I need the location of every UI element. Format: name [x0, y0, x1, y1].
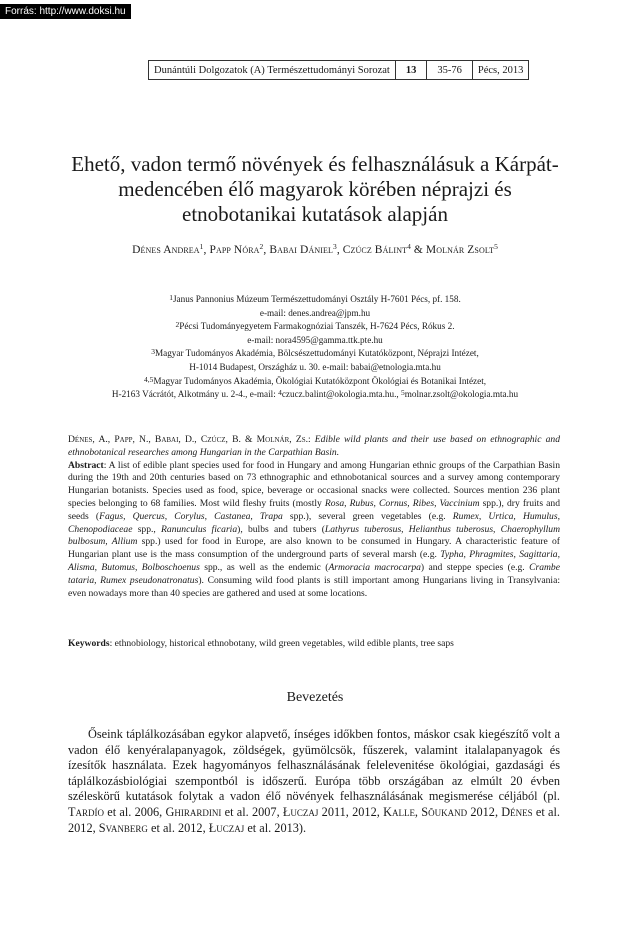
cited-author: Łuczaj: [282, 804, 319, 819]
author-list: [40, 244, 590, 256]
abstract-span: : A list of edible plant species used for food in Hungary and among Hungarian ethnic groups of the Carpathian Basin during the 19th and 20th centuries based on 73 ethnographic and ethnobotanical sources and a survey among contemporary Hungarian botanists. Species used as food, spice, beverage or occasional snacks were collected. Sources mention 236 plant species belonging to 68 families. Most wild fleshy fruits (mostly: [68, 459, 560, 509]
journal-volume: 13: [395, 61, 427, 80]
affil-text: Pécsi Tudományegyetem Farmakognóziai Tanszék, H-7624 Pécs, Rókus 2.: [179, 321, 455, 332]
affil-sup: 4: [278, 388, 282, 398]
taxon: Rosa, Rubus, Cornus, Ribes, Vaccinium: [324, 497, 480, 509]
affil-text: Magyar Tudományos Akadémia, Ökológiai Kutatóközpont Ökológiai és Botanikai Intézet,: [153, 375, 487, 386]
author-sup: 2: [259, 242, 264, 251]
affil-sup: 3: [151, 347, 155, 357]
cited-author: Tardío: [68, 804, 105, 819]
abstract-span: spp.), dry fruits and seeds (: [68, 497, 560, 522]
author-name: Dénes Andrea: [132, 244, 200, 256]
intro-paragraph: [68, 727, 560, 836]
taxon: Fagus, Quercus, Corylus, Castanea, Trapa: [99, 510, 283, 522]
affil-text: Janus Pannonius Múzeum Természettudományi Osztály H-7601 Pécs, pf. 158.: [172, 294, 461, 304]
taxon: Ranunculus ficaria: [161, 523, 238, 535]
affil-sup: 2: [175, 320, 180, 330]
cited-author: Svanberg: [98, 820, 148, 835]
abstract-label: Abstract: [68, 459, 104, 471]
abstract-span: spp.) used for food in Europe, are also known to be consumed in Hungary. A characteristic feature of Hungarian plant use is the mass consumption of the underground parts of several marsh (e.g.: [68, 536, 560, 561]
affiliation-2: [40, 320, 590, 334]
intro-span: et al. 2013).: [244, 820, 307, 835]
intro-span: et al. 2006,: [104, 804, 166, 819]
abstract-span: ) and steppe species (e.g.: [420, 561, 530, 573]
affiliation-2-email: e-mail: nora4595@gamma.ttk.pte.hu: [247, 334, 383, 345]
source-label: Forrás: http://www.doksi.hu: [0, 4, 131, 19]
affil-email: molnar.zsolt@okologia.mta.hu: [404, 389, 519, 400]
author-name: Papp Nóra: [209, 244, 260, 256]
keywords-text: : ethnobiology, historical ethnobotany, wild green vegetables, wild edible plants, tree saps: [109, 638, 454, 649]
author-name: Babai Dániel: [269, 244, 333, 256]
abstract-block: [68, 434, 560, 600]
journal-name: Dunántúli Dolgozatok (A) Természettudományi Sorozat: [149, 61, 396, 80]
intro-span: et al. 2012,: [147, 820, 209, 835]
author-name: Molnár Zsolt: [425, 244, 495, 256]
abstract-span: spp.,: [132, 523, 162, 535]
author-sup: 5: [494, 242, 498, 251]
affil-email: czucz.balint@okologia.mta.hu.,: [281, 389, 402, 400]
journal-header: [148, 60, 529, 80]
cited-author: Dénes: [501, 804, 533, 819]
abstract-span: spp.), several green vegetables (e.g.: [282, 510, 453, 522]
taxon: Typha, Phragmites, Sagittaria, Alisma, Butomus, Bolboschoenus: [68, 549, 560, 573]
taxon: Armoracia macrocarpa: [328, 561, 421, 573]
affiliations: [40, 293, 590, 402]
taxon: Lathyrus tuberosus, Helianthus tuberosus, Chaerophyllum bulbosum, Allium: [68, 523, 561, 548]
author-sup: 1: [199, 242, 204, 251]
affiliation-1-email: e-mail: denes.andrea@jpm.hu: [259, 307, 371, 318]
affiliation-3-line2: H-1014 Budapest, Országház u. 30. e-mail: babai@etnologia.mta.hu: [189, 361, 441, 372]
abstract-span: ). Consuming wild food plants is still important among Hungarians living in Transylvania: even nowadays more than 40 species are gathered and used at some locations.: [68, 574, 560, 599]
author-sep: &: [410, 244, 426, 256]
affiliation-3: [40, 347, 590, 361]
author-sep: ,: [336, 244, 343, 256]
cited-author: Łuczaj: [208, 820, 245, 835]
taxon: Rumex, Urtica, Humulus, Chenopodiaceae: [68, 510, 560, 535]
affiliation-45: [40, 375, 590, 389]
cited-author: Kalle, Sõukand: [383, 804, 468, 819]
author-name: Czúcz Bálint: [342, 244, 408, 256]
intro-span: 2011, 2012,: [318, 804, 384, 819]
author-sup: 4: [407, 242, 411, 251]
abstract-text: [68, 460, 560, 601]
affiliation-45-line2: [40, 388, 590, 402]
keywords: [68, 638, 560, 651]
abstract-span: ), bulbs and tubers (: [237, 523, 325, 535]
section-title: Bevezetés: [286, 690, 344, 705]
paper-title: Ehető, vadon termő növények és felhasználásuk a Kárpát-medencében élő magyarok körében néprajzi és etnobotanikai kutatások alapján: [71, 152, 559, 226]
keywords-label: Keywords: [68, 638, 110, 649]
affil-sup: 5: [401, 388, 405, 398]
intro-span: 2012,: [467, 804, 502, 819]
affil-text: Magyar Tudományos Akadémia, Bölcsészettudományi Kutatóközpont, Néprajzi Intézet,: [154, 348, 479, 359]
journal-pages: 35-76: [427, 61, 473, 80]
cited-author: Ghirardini: [165, 804, 222, 819]
citation: [68, 434, 560, 460]
author-sep: ,: [263, 244, 270, 256]
intro-span: et al. 2007,: [221, 804, 283, 819]
affil-text: H-2163 Vácrátót, Alkotmány u. 2-4., e-mail:: [111, 389, 279, 400]
affil-sup: 4,5: [143, 374, 154, 384]
citation-authors: Dénes, A., Papp, N., Babai, D., Czúcz, B. & Molnár, Zs.:: [68, 434, 315, 445]
affiliation-1: [40, 293, 590, 307]
author-sup: 3: [332, 242, 337, 251]
intro-span: et al. 2012,: [68, 804, 560, 835]
citation-title: Edible wild plants and their use based on ethnographic and ethnobotanical researches among Hungarian in the Carpathian Basin.: [68, 434, 560, 458]
taxon: Crambe tataria, Rumex pseudonatronatus: [68, 561, 560, 586]
affil-sup: 1: [169, 293, 173, 302]
intro-span: Őseink táplálkozásában egykor alapvető, ínséges időkben fontos, máskor csak kiegészítő volt a vadon élő kenyéralapanyagok, zöldségek, gyümölcsök, fűszerek, valamint italalapanyagok és ízesítők használata. Ezek hagyományos felhasználásának felelevenitése ökológiai, gazdasági és táplálkozásbiológiai szempontból is időszerű. Európa több országában az elmúlt 20 évben széleskörű kutatások folytak a vadon élő növények felhasználásának megismerése céljából (pl.: [68, 727, 560, 804]
author-sep: ,: [203, 244, 210, 256]
abstract-span: spp., as well as the endemic (: [199, 561, 329, 573]
journal-place-year: Pécs, 2013: [472, 61, 529, 80]
